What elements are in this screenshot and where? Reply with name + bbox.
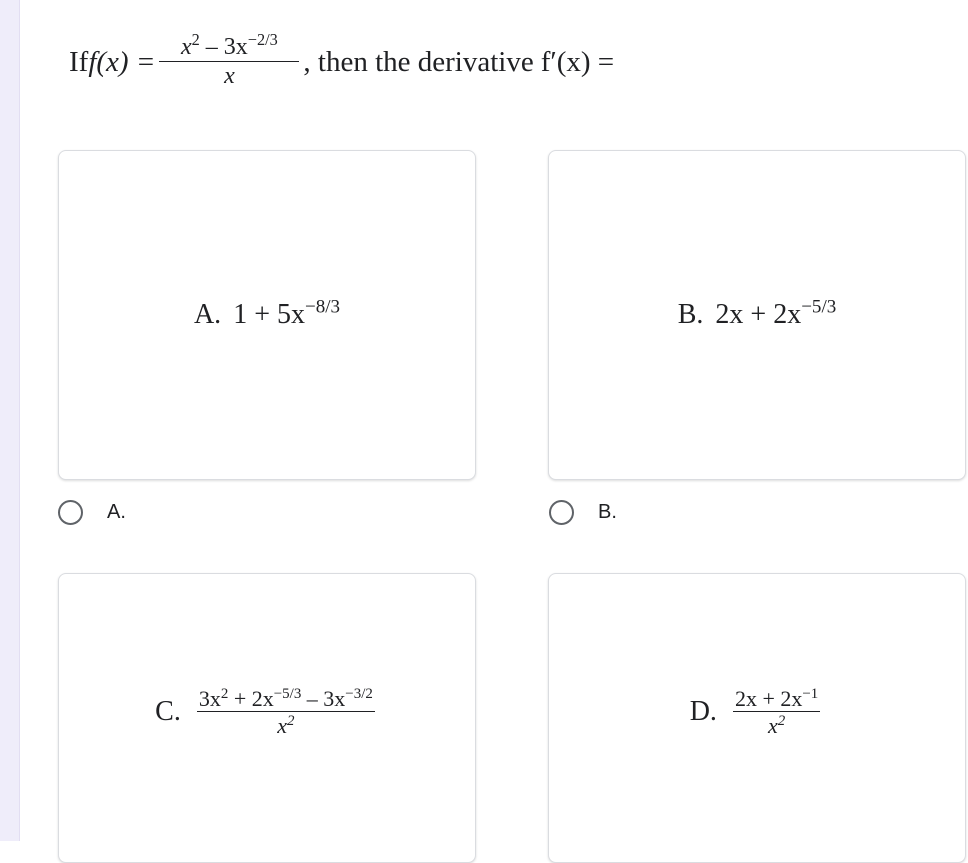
option-c-letter: C. — [155, 696, 181, 727]
d-den-base: x — [767, 713, 778, 738]
option-c-card[interactable] — [58, 573, 476, 863]
option-d-fraction — [733, 687, 820, 737]
option-a-exp: −8/3 — [304, 296, 341, 318]
option-a-math — [233, 296, 341, 331]
question-text — [69, 22, 614, 102]
option-b-term: 2x + 2x — [715, 299, 802, 330]
option-b-card[interactable] — [548, 150, 966, 480]
option-b-expression — [677, 296, 837, 331]
option-b-exp: −5/3 — [801, 296, 837, 318]
option-b-radio-label: B. — [598, 501, 617, 523]
option-a-radio[interactable] — [58, 500, 83, 525]
option-d-expression — [690, 687, 825, 737]
d-den-exp: 2 — [777, 712, 786, 729]
option-a-card[interactable] — [58, 150, 476, 480]
num-term-1: x — [180, 33, 192, 60]
question-derivative: f′(x) = — [540, 45, 615, 78]
option-a-letter: A. — [193, 299, 222, 330]
option-d-denominator — [768, 712, 785, 737]
option-b-letter: B. — [677, 299, 704, 330]
option-a-expression — [193, 296, 341, 331]
c-exp-1: 2 — [220, 685, 229, 702]
option-c-numerator — [197, 687, 375, 711]
c-den-base: x — [277, 713, 287, 738]
option-d-card[interactable] — [548, 573, 966, 863]
c-term-2: + 2x — [228, 685, 274, 711]
d-term-1: 2x + 2x — [734, 685, 803, 711]
left-rail — [0, 0, 20, 841]
option-c-fraction — [197, 687, 375, 737]
option-a-radio-label: A. — [107, 501, 126, 523]
question-suffix: , then the derivative — [303, 45, 534, 78]
c-term-3: – 3x — [301, 685, 346, 711]
num-exp-1: 2 — [191, 29, 200, 49]
c-exp-3: −3/2 — [345, 685, 373, 702]
option-c-denominator — [277, 712, 294, 737]
question-denominator: x — [224, 63, 235, 89]
option-c-expression — [155, 687, 379, 737]
option-a-term: 1 + 5x — [233, 299, 305, 330]
question-fraction — [159, 29, 299, 89]
option-d-letter: D. — [689, 696, 717, 727]
c-exp-2: −5/3 — [273, 685, 302, 702]
question-function: f(x) = — [88, 45, 156, 78]
d-exp-1: −1 — [802, 685, 819, 702]
option-b-radio[interactable] — [549, 500, 574, 525]
num-term-2: – 3x — [199, 33, 248, 60]
option-a-choice[interactable] — [58, 500, 126, 525]
option-b-math — [715, 296, 837, 331]
question-numerator — [179, 29, 280, 61]
c-term-1: 3x — [198, 685, 221, 711]
option-b-choice[interactable] — [549, 500, 617, 525]
c-den-exp: 2 — [286, 712, 295, 729]
question-prefix: If — [69, 45, 89, 78]
option-d-numerator — [733, 687, 820, 711]
num-exp-2: −2/3 — [247, 29, 278, 49]
